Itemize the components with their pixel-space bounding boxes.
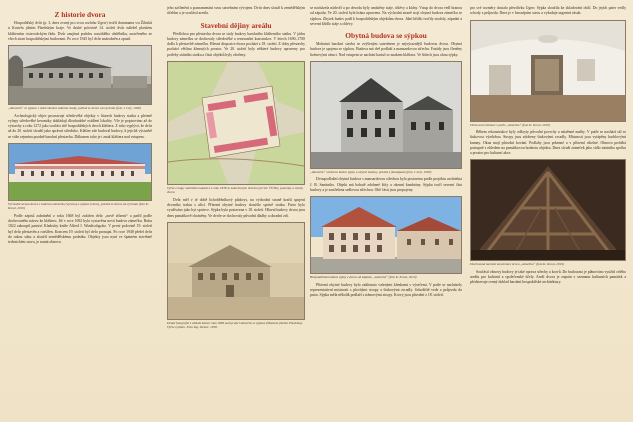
photo-chateau-bw-image [311, 62, 461, 168]
paragraph: jeho začlenění a poznamenání svou stavebním vývojem. Dvůr dnes slouží k zemědělským účelům a je součástí areálu. [167, 6, 305, 16]
paragraph: Součástí obnovy budovy je také oprava střechy a krovů. Do budoucna je plánováno využití celého areálu pro kulturní a společenské účely. Areál dvora je zapsán v seznamu kulturních památek a představuje cenný doklad barokní hospodářské architektury. [470, 269, 626, 285]
caption: Dochovaná barokní konstrukce krovu „zámečku“ (foto K. Kroul, 2019) [470, 262, 564, 267]
caption: Detail fotografie z období kolem roku 1890 zachycující zámeček se sýpkou (Muzeum jižního Plzeňska). Výřez z plánu. Foto Ing. Stemer, 1938. [167, 321, 303, 330]
paragraph: Hospodářský dvůr (p. 3, dnes zvaný pro svou rozlohu Ugerr) tvořil dominantu vsi Žilinků u Kostela jižním Plzeňským kraje. Ve druhé polovině 14. století dvůr náležel plaském klášterním cisterciáckým řádu. Dvůr zaujímá podobu rozsáhlého obdélníku, uzavřeného ze všech stran hospodářskými budovami. Po roce 1945 byl dvůr znárodněn a zpustl. [8, 21, 152, 41]
photo-east-side [8, 143, 152, 201]
photo-east-side-image [9, 144, 151, 200]
caption: Výřez z mapy stabilního katastru z roku 1838 se zakresleným dvorem (archiv ČÚZK), pozemky a stavby dvora [167, 186, 304, 195]
paragraph: Archeologický objev prozrazuje středověké objekty v litarech budovy statku a pleteně vylepy středověké keramiky dokládají dlouhodobé osídlení lokality. Vše je popisováno až do výstavby z roku 1272 jako součást sítě hospodářských dvorů kláštera. Z toho vyplývá, že dvůr až do 20. století sloužil jako správní středisko. Klášter zde budoval budovy, k jejichž výstavbě se váže zejména pozdně barokní přestavba. Důkazem toho je i znak kláštera nad vstupem. [8, 113, 152, 139]
paragraph: Přízemí obytné budovy bylo zaklenuto valenými klenbami s výsečemi. V patře se nacházely reprezentativní místnosti s plochými stropy a štukovými zrcadly. Schodiště vede z průjezdu do patra. Sýpka měla několik podlaží s trámovými stropy. Krovy jsou původní z 18. století. [310, 282, 462, 298]
photo-historic [167, 222, 305, 320]
column-1 [8, 6, 152, 416]
column-4 [470, 6, 626, 416]
paragraph: Dvůr měl v té době lichoběžníkový půdorys, na východní straně kratší spojení dvorního traktu s ulicí. Přízemí obytné budovy sloužilo správě statku. Patro bylo využíváno jako byt správce. Sýpka byla postavena v 18. století. Hlavní budovy dvora jsou dnes památkově chráněny. Ve dvoře se dochovaly původní dlažby a ohradní zdi. [167, 197, 305, 218]
heading-residential-building: Obytná budova se sýpkou [345, 31, 427, 41]
paragraph: pro své rozměry dostalo přezdívku Ugerr. Sýpka sloužila ke skladování obilí. Do jejích pater vedly schody z průjezdu. Dnes je v havarijním stavu a vyžaduje urgentní zásah. [470, 6, 626, 16]
caption: Východní strana dvora s budovou zámečku (vpravo) a sýpkou (vlevo), pohled ze dvora od východu (foto K. Kroul, 2019) [8, 202, 149, 211]
photo-interior-image [471, 21, 625, 121]
photo-chateau-color-image [311, 197, 461, 273]
paragraph: Mohutná barokní stavba se zvýšeným suterénem je nejvýraznější budovou dvora. Obytná budova je spojena se sýpkou. Budova má dvě podlaží a mansardovou střechu. Fasády jsou členěny lizénovými rámci. Nad vstupem se nachází kartuš se znakem kláštera. Ve štítech jsou okna sýpky. [310, 42, 462, 57]
paragraph: Během rekonstrukce byly odkryty původní povrchy a nástěnné malby. V patře se nachází sál se štukovou výzdobou. Stropy jsou zdobeny štukovými zrcadly. Místnosti jsou vytápěny kachlovými kamny. Okna mají původní kování. Podlahy jsou prkenné a v přízemí cihelné. Obnova probíhá postupně s ohledem na památkovou hodnotu objektu. Dnes slouží zámeček jako sídlo místního spolku a prostor pro kulturní akce. [470, 130, 626, 156]
paragraph: se nacházela nádvoří a po obvodu byly umístěny stáje, chlévy a kůlny. Vstup do dvora vedl branou od západu. Ve 20. století byla brána upravena. Na východní straně stojí obytná budova zámečku se sýpkou. Zbytek budov patří k hospodářským objektům dvora. Jižní křídlo tvořily stodoly, západní a severní křídlo stáje a chlévy. [310, 6, 462, 26]
heading-history: Z historie dvora [54, 10, 106, 19]
column-2 [167, 6, 305, 416]
photo-roof-truss [470, 159, 626, 261]
photo-manor-1990 [8, 45, 152, 105]
caption: „Zámeček“ se sýpkou v době užívání státními statky, pohled ze dvora od východu (foto J. Lisý, 1990) [8, 106, 142, 111]
photo-chateau-bw [310, 61, 462, 169]
photo-historic-image [168, 223, 304, 319]
caption: „Zámeček“ od dvora budov sýpky a obytné budovy, pohled z jihozápadu (foto J. Lisý, 1990) [310, 170, 432, 175]
caption: Hospodářská budova sýpky z dvora od západu, „zámeček“ (foto K. Kroul, 2019) [310, 275, 417, 280]
heading-building-history: Stavební dějiny areálu [200, 20, 272, 30]
photo-chateau-color [310, 196, 462, 274]
caption: Obnovená místnost v patře „zámečku“ (foto K. Kroul, 2019) [470, 122, 550, 127]
cadastral-map [167, 61, 305, 185]
paragraph: Dvoupodlažní obytná budova s mansardovou střechou byla postavena podle projektu architekta J. B. Santiniho. Objekt má bohatě zdobené štíty a okenní šambrány. Sýpka tvoří severní část budovy a je zastřešena sedlovou střechou. Obě části jsou propojeny. [310, 177, 462, 193]
cadastral-map-image [168, 62, 304, 184]
paragraph: Předlohou pro přestavbu dvora se staly budovy barokního klášterního statku. V jádru budovy zámečku se dochovaly středověké a renesanční konstrukce. V letech 1690–1700 došlo k přestavbě zámečku. Hlavní dispozice dvora pochází z 18. století. Z doby přestavby pochází většina klenutých prostor. Ve 20. století byly některé budovy upraveny pro potřeby státního statku a části objektů byly zbořeny. [167, 31, 305, 57]
photo-roof-truss-image [471, 160, 625, 260]
photo-manor-1990-image [9, 46, 151, 104]
photo-interior [470, 20, 626, 122]
paragraph: Podle zápisů zabránění z roku 1668 byl založen dvůr „nově zřízení“ a patřil podle dochovaného názvu ke klášteru. Již v roce 1692 byla vystavěna nová budova zámečku. Roku 1822 zakoupil panství Kladruby kníže Alfred I. Windischgrätz. V první polovině 19. století byl dvůr přestavěn a rozšířen. Koncem 19. století byl dvůr pronajat. Po roce 1948 přešel dvůr do rukou státu a sloužil zemědělskému podniku. Objekty jsou nyní ve špatném stavebně technickém stavu, je nutná obnova. [8, 213, 152, 245]
column-3 [310, 6, 462, 416]
